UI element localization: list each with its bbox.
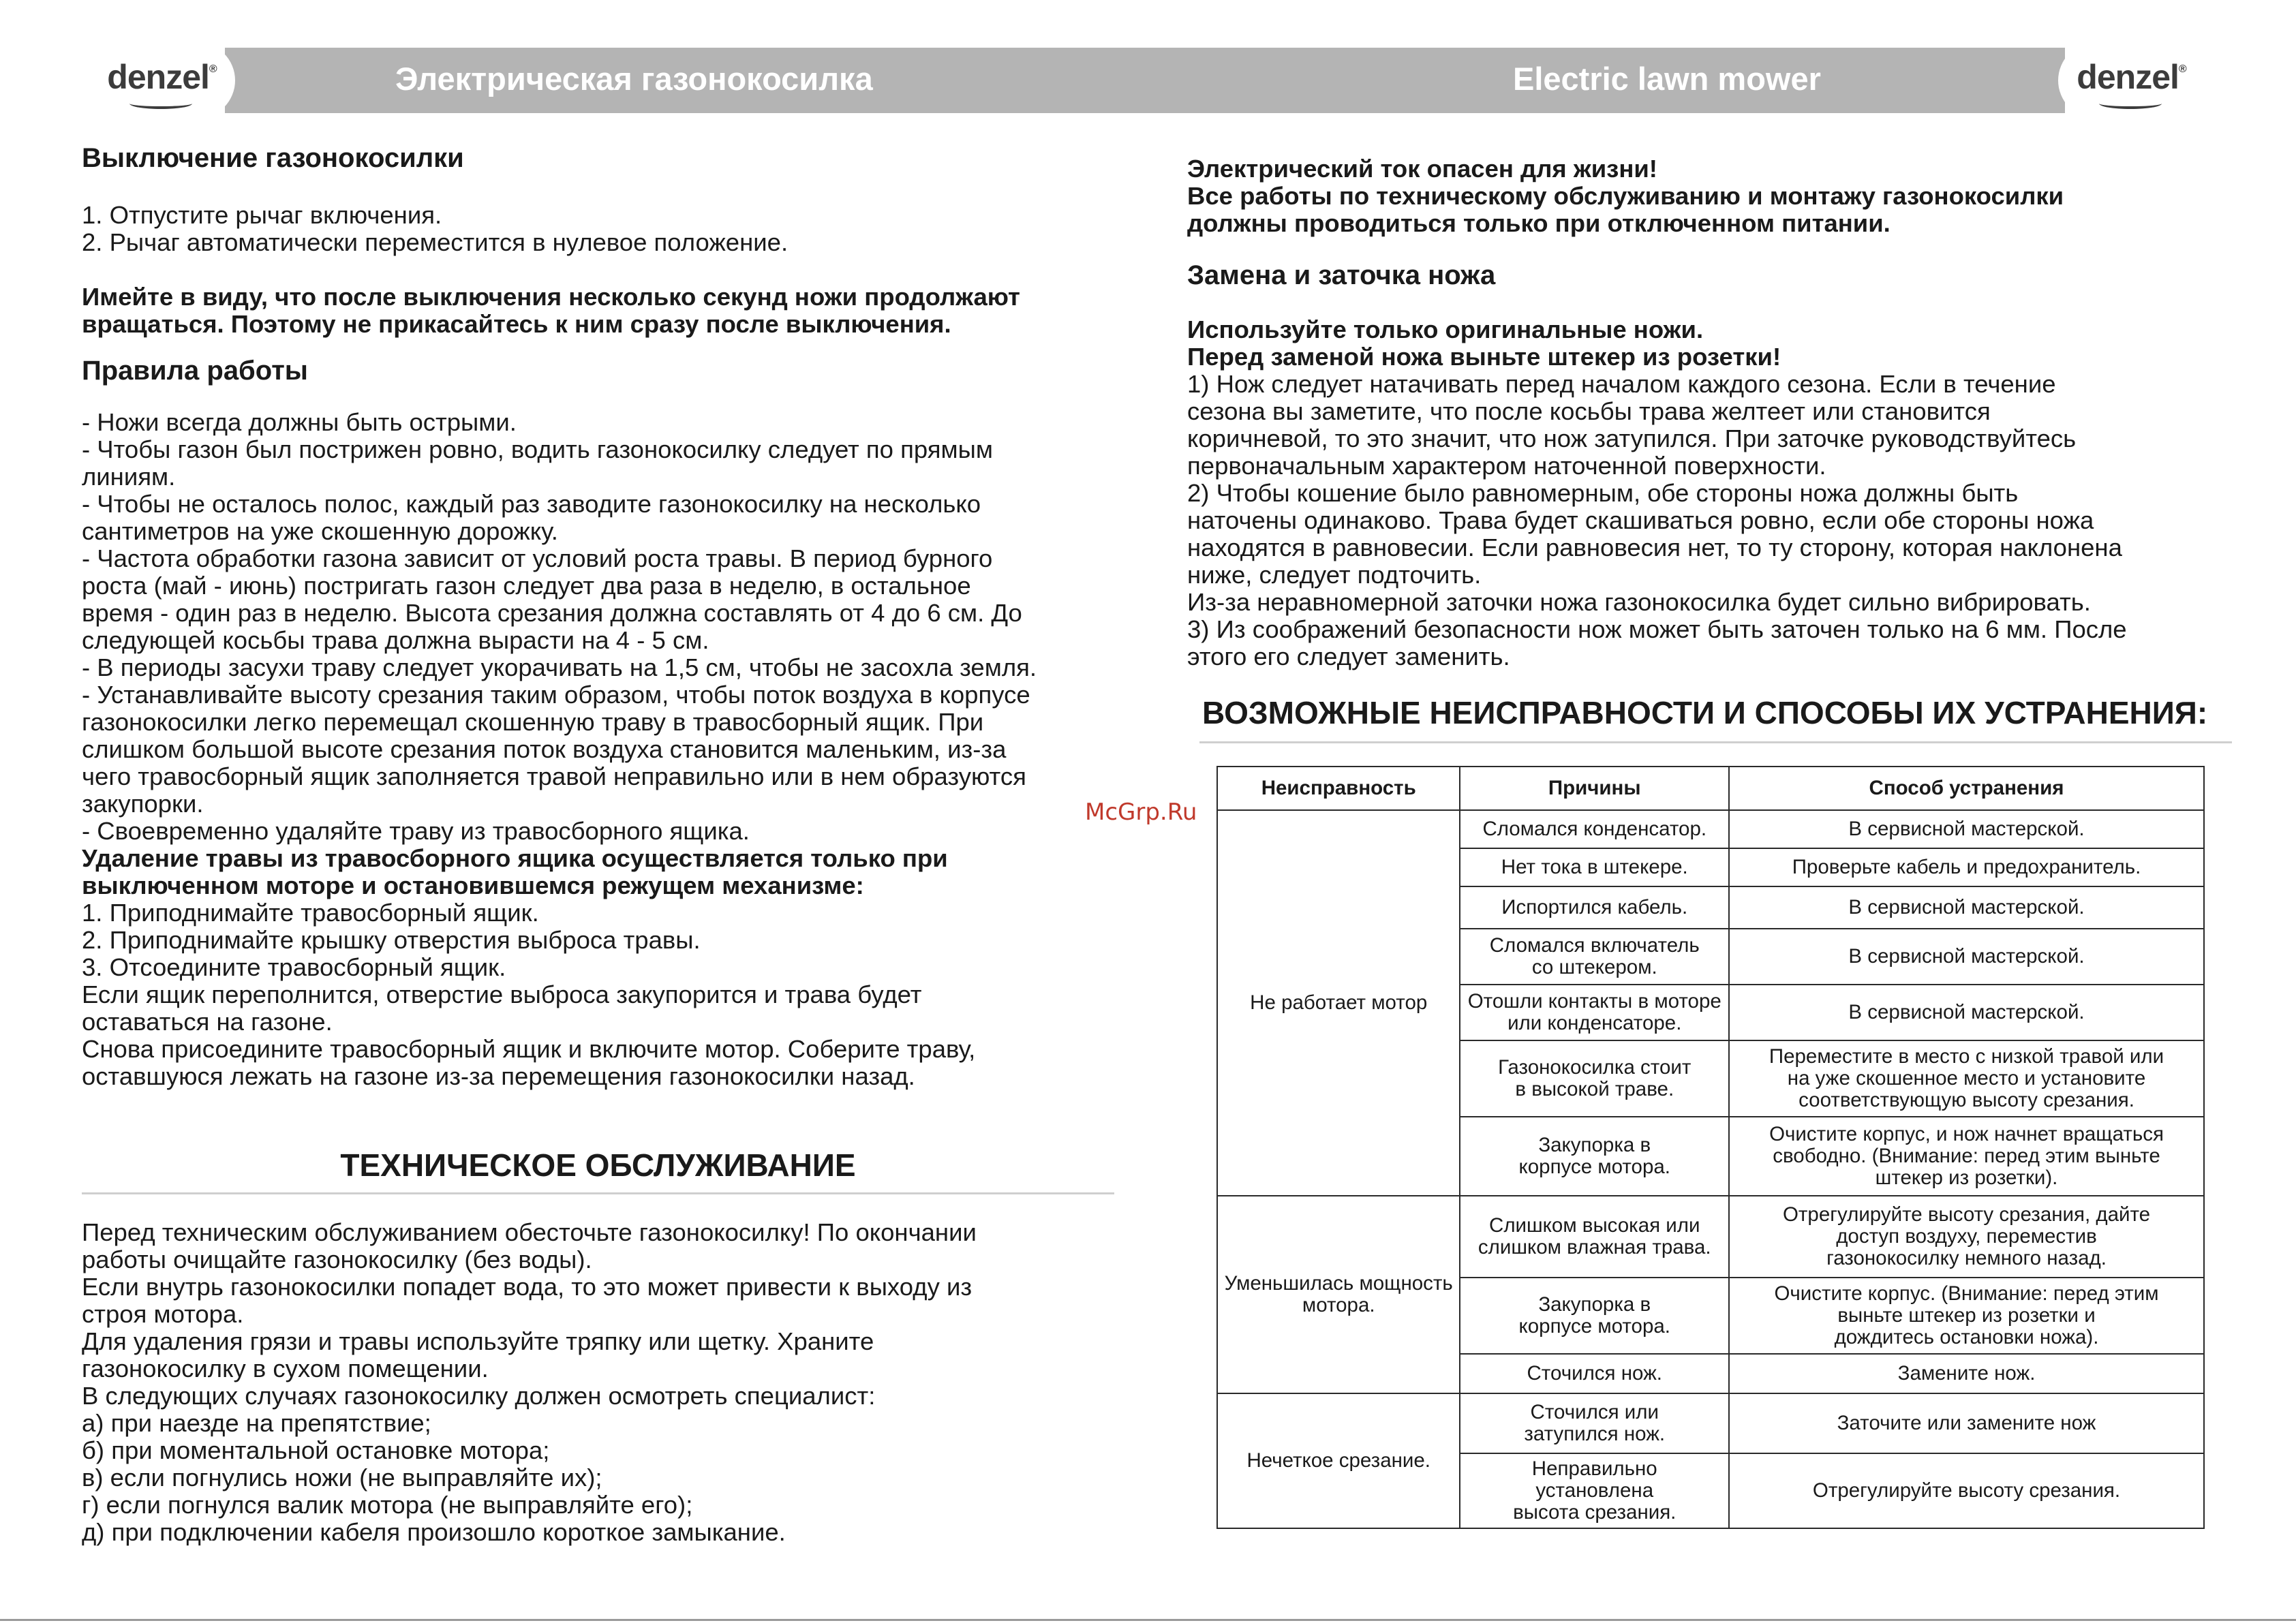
text-line: газонокосилку в сухом помещении. [82,1355,489,1382]
troubleshooting-table [1216,766,2205,1529]
cause-cell: Газонокосилка стоит в высокой траве. [1460,1040,1729,1117]
text-line: - В периоды засухи траву следует укорачивать на 1,5 см, чтобы не засохла земля. [82,653,1037,681]
text-line: г) если погнулся валик мотора (не выправляйте его); [82,1491,693,1519]
text-line: 2. Приподнимайте крышку отверстия выброса травы. [82,926,701,954]
troubleshooting-title: ВОЗМОЖНЫЕ НЕИСПРАВНОСТИ И СПОСОБЫ ИХ УСТРАНЕНИЯ: [1202,695,2208,730]
text-line: Если внутрь газонокосилки попадет вода, то это может привести к выходу из [82,1273,973,1301]
cause-cell: Закупорка в корпусе мотора. [1460,1278,1729,1354]
cause-cell: Сточился или затупился нож. [1460,1393,1729,1453]
cause-cell: Неправильно установлена высота срезания. [1460,1453,1729,1528]
text-line: газонокосилки легко перемещал скошенную траву в травосборный ящик. При [82,708,984,736]
text-line: слишком большой высоте срезания поток воздуха становится маленьким, из-за [82,735,1007,763]
text-line: в) если погнулись ножи (не выправляйте их); [82,1464,602,1491]
removal-bold-line: выключенном моторе и остановившемся режущем механизме: [82,871,864,899]
text-line: Снова присоедините травосборный ящик и включите мотор. Соберите траву, [82,1035,976,1063]
table-header-row [1217,767,2204,810]
text-line: - Чтобы не осталось полос, каждый раз заводите газонокосилку на несколько [82,490,981,518]
text-line: Перед техническим обслуживанием обесточьте газонокосилку! По окончании [82,1218,977,1246]
table-row [1217,1196,2204,1278]
text-line: линиям. [82,463,176,491]
knife-bold-line: Используйте только оригинальные ножи. [1187,315,1704,343]
text-line: оставаться на газоне. [82,1008,333,1036]
fix-cell: Очистите корпус, и нож начнет вращаться свободно. (Внимание: перед этим выньте штекер из розетки). [1729,1117,2204,1196]
fix-cell: В сервисной мастерской. [1729,929,2204,985]
text-line: первоначальным характером наточенной поверхности. [1187,452,1826,480]
text-line: 1. Отпустите рычаг включения. [82,201,442,229]
logo-swoosh-icon [2099,98,2162,109]
text-line: следующей косьбы трава должна вырасти на 4 - 5 см. [82,626,709,654]
text-line: а) при наезде на препятствие; [82,1409,431,1437]
cause-cell: Отошли контакты в моторе или конденсаторе. [1460,985,1729,1040]
text-line: 3. Отсоедините травосборный ящик. [82,953,506,981]
header-title-en: Electric lawn mower [1513,61,1821,97]
divider [1199,741,2232,743]
troubleshooting-heading [1199,695,2232,743]
text-line: работы очищайте газонокосилку (без воды). [82,1246,592,1273]
fix-cell: Переместите в место с низкой травой или на уже скошенное место и установите соответствующую высоту срезания. [1729,1040,2204,1117]
text-line: 1) Нож следует натачивать перед началом каждого сезона. Если в течение [1187,370,2056,398]
text-line: этого его следует заменить. [1187,643,1510,670]
fix-cell: Отрегулируйте высоту срезания. [1729,1453,2204,1528]
right-column [1187,155,2250,670]
danger-line: должны проводиться только при отключенном питании. [1187,209,1891,237]
maintenance-title: ТЕХНИЧЕСКОЕ ОБСЛУЖИВАНИЕ [340,1147,856,1183]
fix-cell: В сервисной мастерской. [1729,886,2204,929]
text-line: - Своевременно удаляйте траву из травосборного ящика. [82,817,750,845]
removal-bold-line: Удаление травы из травосборного ящика осуществляется только при [82,844,948,872]
fix-cell: В сервисной мастерской. [1729,810,2204,848]
text-line: наточены одинаково. Трава будет скашиваться ровно, если обе стороны ножа [1187,506,2094,534]
column-header: Неисправность [1217,767,1460,810]
knife-bold-line: Перед заменой ножа выньте штекер из розетки! [1187,343,1781,371]
text-line: роста (май - июнь) постригать газон следует два раза в неделю, в остальное [82,572,971,600]
text-line: оставшуюся лежать на газоне из-за перемещения газонокосилки назад. [82,1062,915,1090]
text-line: строя мотора. [82,1300,244,1328]
text-line: сантиметров на уже скошенную дорожку. [82,517,558,545]
text-line: 3) Из соображений безопасности нож может быть заточен только на 6 мм. После [1187,615,2127,643]
text-line: коричневой, то это значит, что нож затупился. При заточке руководствуйтесь [1187,424,2077,452]
text-line: В следующих случаях газонокосилку должен осмотреть специалист: [82,1382,876,1410]
fix-cell: Заточите или замените нож [1729,1393,2204,1453]
text-line: Если ящик переполнится, отверстие выброса закупорится и трава будет [82,980,922,1008]
fix-cell: Замените нож. [1729,1354,2204,1393]
cause-cell: Нет тока в штекере. [1460,848,1729,886]
text-line: ниже, следует подточить. [1187,561,1482,589]
cause-cell: Закупорка в корпусе мотора. [1460,1117,1729,1196]
text-line: Из-за неравномерной заточки ножа газонокосилка будет сильно вибрировать. [1187,588,2091,616]
text-line: 2. Рычаг автоматически переместится в нулевое положение. [82,228,789,256]
fix-cell: Проверьте кабель и предохранитель. [1729,848,2204,886]
fault-cell: Уменьшилась мощность мотора. [1217,1196,1460,1393]
cause-cell: Сточился нож. [1460,1354,1729,1393]
logo-swoosh-icon [129,98,192,109]
section-title-rules: Правила работы [82,356,308,386]
brand-logo-text: denzel [107,58,209,96]
cause-cell: Сломался конденсатор. [1460,810,1729,848]
text-line: сезона вы заметите, что после косьбы трава желтеет или становится [1187,397,1991,425]
cause-cell: Слишком высокая или слишком влажная трава. [1460,1196,1729,1278]
text-line: Для удаления грязи и травы используйте тряпку или щетку. Храните [82,1327,874,1355]
text-line: находятся в равновесии. Если равновесия нет, то ту сторону, которая наклонена [1187,534,2122,561]
brand-logo-left: denzel® [89,42,235,119]
section-title-knife: Замена и заточка ножа [1187,260,1496,290]
fix-cell: Очистите корпус. (Внимание: перед этим выньте штекер из розетки и дождитесь остановки ножа). [1729,1278,2204,1354]
table-row [1217,810,2204,848]
left-column [82,142,1118,1090]
text-line: б) при моментальной остановке мотора; [82,1436,550,1464]
text-line: - Чтобы газон был пострижен ровно, водить газонокосилку следует по прямым [82,435,993,463]
fault-cell: Не работает мотор [1217,810,1460,1196]
column-header: Причины [1460,767,1729,810]
text-line: закупорки. [82,790,204,818]
warning-line: Имейте в виду, что после выключения несколько секунд ножи продолжают [82,283,1020,311]
text-line: д) при подключении кабеля произошло короткое замыкание. [82,1518,786,1546]
header-title-ru: Электрическая газонокосилка [395,61,873,97]
cause-cell: Испортился кабель. [1460,886,1729,929]
text-line: - Ножи всегда должны быть острыми. [82,408,517,436]
brand-logo-right: denzel® [2058,42,2205,119]
table-row [1217,1393,2204,1453]
brand-logo-text: denzel [2077,58,2179,96]
cause-cell: Сломался включатель со штекером. [1460,929,1729,985]
page-bottom-rule [0,1619,2296,1621]
danger-line: Все работы по техническому обслуживанию и монтажу газонокосилки [1187,182,2064,210]
fault-cell: Нечеткое срезание. [1217,1393,1460,1528]
danger-line: Электрический ток опасен для жизни! [1187,155,1657,183]
text-line: - Устанавливайте высоту срезания таким образом, чтобы поток воздуха в корпусе [82,681,1030,709]
text-line: 1. Приподнимайте травосборный ящик. [82,899,539,927]
column-header: Способ устранения [1729,767,2204,810]
text-line: 2) Чтобы кошение было равномерным, обе стороны ножа должны быть [1187,479,2019,507]
text-line: время - один раз в неделю. Высота срезания должна составлять от 4 до 6 см. До [82,599,1022,627]
text-line: чего травосборный ящик заполняется травой неправильно или в нем образуются [82,762,1026,790]
text-line: - Частота обработки газона зависит от условий роста травы. В период бурного [82,544,993,572]
watermark: McGrp.Ru [1085,799,1197,826]
fix-cell: Отрегулируйте высоту срезания, дайте доступ воздуху, переместив газонокосилку немного назад. [1729,1196,2204,1278]
maintenance-section [82,1147,1114,1546]
section-title-switch-off: Выключение газонокосилки [82,143,464,173]
warning-line: вращаться. Поэтому не прикасайтесь к ним сразу после выключения. [82,310,951,338]
fix-cell: В сервисной мастерской. [1729,985,2204,1040]
